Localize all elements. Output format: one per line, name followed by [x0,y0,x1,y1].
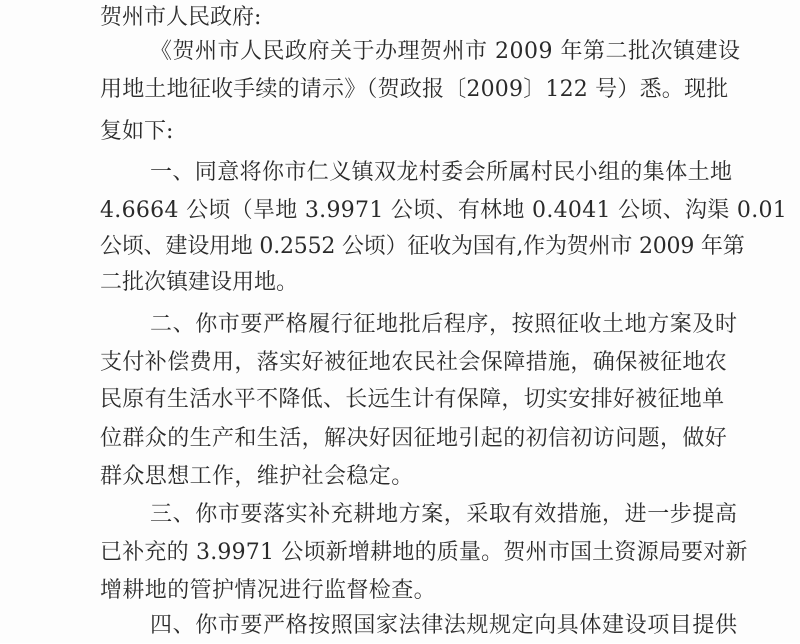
item2-line-5: 群众思想工作，维护社会稳定。 [100,464,414,489]
item1-line-3: 公顷、建设用地 0.2552 公顷）征收为国有,作为贺州市 2009 年第 [100,234,745,259]
intro-line-2: 用地土地征收手续的请示》（贺政报〔2009〕122 号）悉。现批 [100,77,729,102]
intro-line-1: 《贺州市人民政府关于办理贺州市 2009 年第二批次镇建设 [150,39,741,64]
item1-line-1: 一、同意将你市仁义镇双龙村委会所属村民小组的集体土地 [150,160,733,185]
item2-line-4: 位群众的生产和生活，解决好因征地引起的初信初访问题，做好 [100,426,728,451]
intro-line-3: 复如下: [100,119,174,144]
item1-line-4: 二批次镇建设用地。 [100,270,299,295]
item3-line-2: 已补充的 3.9971 公顷新增耕地的质量。贺州市国土资源局要对新 [100,540,748,565]
item2-line-3: 民原有生活水平不降低、长远生计有保障，切实安排好被征地单 [100,387,725,412]
addressee-line: 贺州市人民政府: [100,5,262,30]
item2-line-2: 支付补偿费用，落实好被征地农民社会保障措施，确保被征地农 [100,350,728,375]
item2-line-1: 二、你市要严格履行征地批后程序，按照征收土地方案及时 [150,312,738,337]
item1-line-2: 4.6664 公顷（旱地 3.9971 公顷、有林地 0.4041 公顷、沟渠 0.01 [100,198,788,223]
item4-line-1: 四、你市要严格按照国家法律法规规定向具体建设项目提供 [150,613,738,638]
item3-line-3: 增耕地的管护情况进行监督检查。 [100,578,437,603]
item3-line-1: 三、你市要落实补充耕地方案，采取有效措施，进一步提高 [150,502,738,527]
